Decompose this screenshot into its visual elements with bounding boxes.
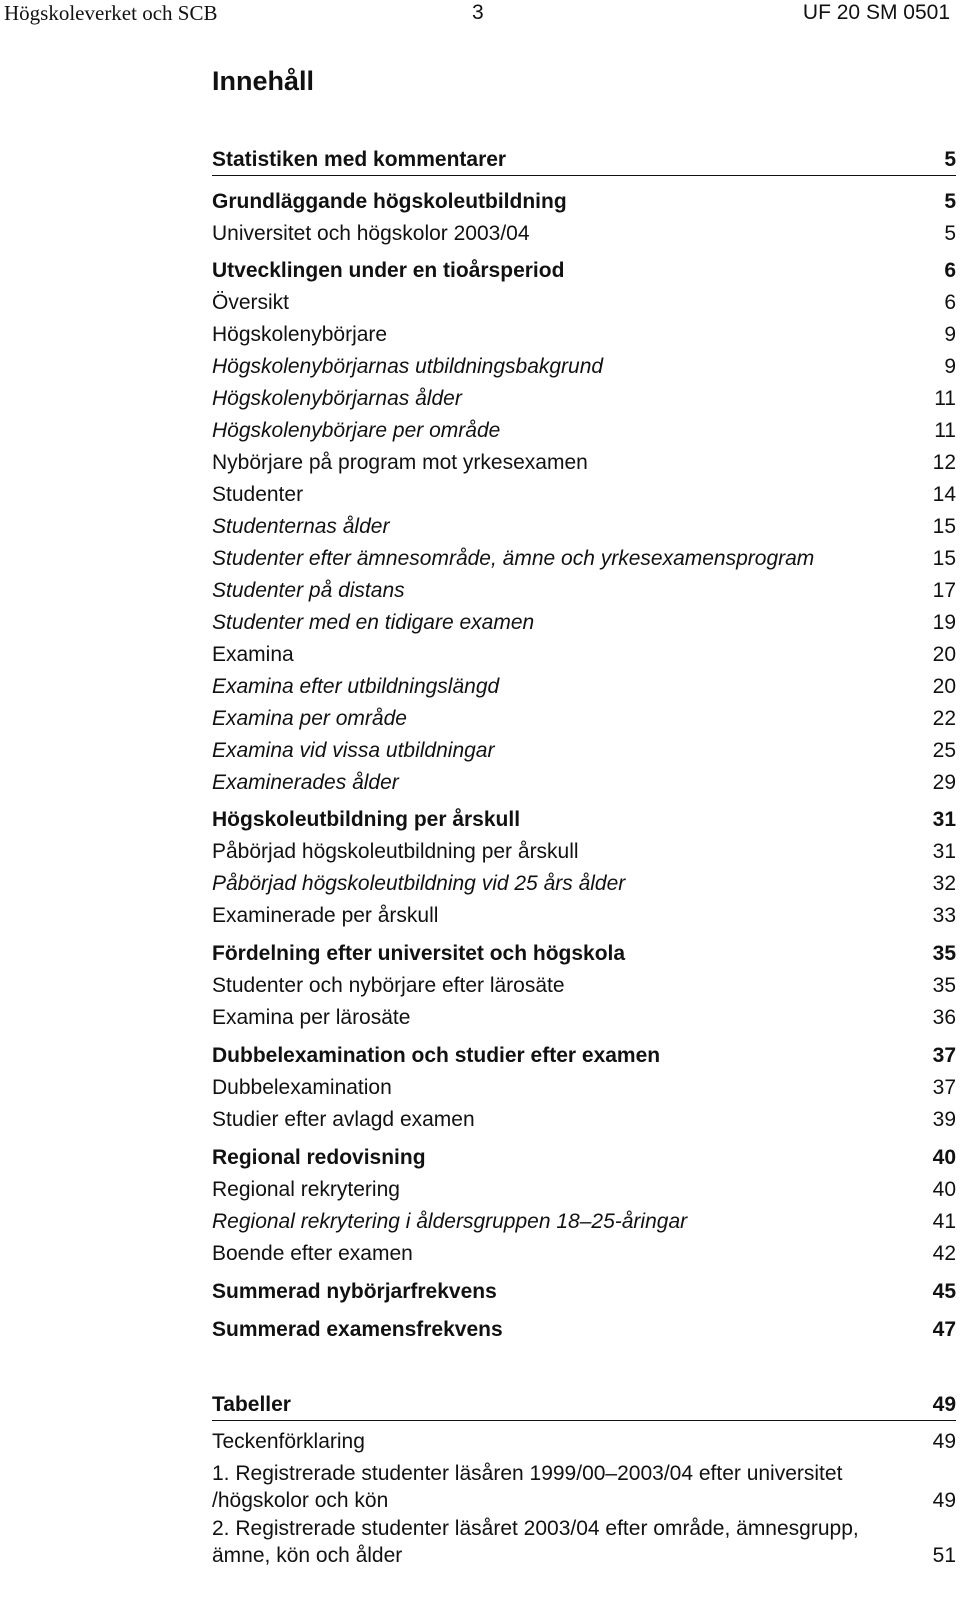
toc-entry-page: 14 bbox=[932, 483, 956, 506]
toc-entry-page: 20 bbox=[932, 643, 956, 666]
toc-entry-page: 29 bbox=[932, 771, 956, 794]
toc-entry-page: 17 bbox=[932, 579, 956, 602]
toc-entry-page: 33 bbox=[932, 904, 956, 927]
toc-entry-page: 47 bbox=[932, 1318, 956, 1341]
toc-entry-label: Grundläggande högskoleutbildning bbox=[212, 190, 567, 213]
toc-entry-label: Dubbelexamination och studier efter examen bbox=[212, 1044, 661, 1067]
toc-entry-page: 9 bbox=[944, 355, 956, 378]
toc-entry-label: Utvecklingen under en tioårsperiod bbox=[212, 259, 565, 282]
toc-entry-page: 19 bbox=[932, 611, 956, 634]
toc-entry-label: Boende efter examen bbox=[212, 1242, 413, 1265]
section-rule bbox=[212, 1420, 956, 1421]
toc-entry-page: 20 bbox=[932, 675, 956, 698]
toc-entry-page: 5 bbox=[944, 222, 956, 245]
toc-entry-page: 31 bbox=[932, 808, 956, 831]
toc-entry-label: Regional redovisning bbox=[212, 1146, 426, 1169]
toc-entry-page: 12 bbox=[932, 451, 956, 474]
page-number: 3 bbox=[472, 1, 484, 24]
toc-entry-label: Examina per lärosäte bbox=[212, 1006, 411, 1029]
toc-entry-label: Studenter bbox=[212, 483, 304, 506]
toc-entry-page: 49 bbox=[932, 1430, 956, 1453]
toc-entry-page: 40 bbox=[932, 1178, 956, 1201]
toc-entry-page: 22 bbox=[932, 707, 956, 730]
toc-entry-page: 6 bbox=[944, 259, 956, 282]
toc-entry-page: 39 bbox=[932, 1108, 956, 1131]
toc-entry-label: Studenternas ålder bbox=[212, 515, 390, 538]
toc-entry-label: 2. Registrerade studenter läsåret 2003/04 efter område, ämnesgrupp, ämne, kön och ålder bbox=[212, 1517, 859, 1567]
section-rule bbox=[212, 175, 956, 176]
page-title: Innehåll bbox=[212, 66, 315, 96]
toc-entry bbox=[212, 1460, 956, 1514]
toc-entry-page: 31 bbox=[932, 840, 956, 863]
toc-entry-page: 32 bbox=[932, 872, 956, 895]
toc-entry-label: Studenter på distans bbox=[212, 579, 405, 602]
toc-entry-page: 36 bbox=[932, 1006, 956, 1029]
toc-entry-label: Dubbelexamination bbox=[212, 1076, 392, 1099]
toc-entry-label: Examina efter utbildningslängd bbox=[212, 675, 500, 698]
toc-entry-label: Regional rekrytering i åldersgruppen 18–25-åringar bbox=[212, 1210, 688, 1233]
toc-entry-label: Högskolenybörjarnas ålder bbox=[212, 387, 462, 410]
toc-entry-page: 5 bbox=[944, 190, 956, 213]
toc-entry-page: 25 bbox=[932, 739, 956, 762]
toc-entry-label: Summerad examensfrekvens bbox=[212, 1318, 503, 1341]
publisher-text: Högskoleverket och SCB bbox=[4, 1, 218, 25]
toc-entry-page: 5 bbox=[944, 148, 956, 171]
toc-entry-label: Tabeller bbox=[212, 1393, 291, 1416]
toc-entry-label: Examinerade per årskull bbox=[212, 904, 439, 927]
toc-entry-label: Studenter och nybörjare efter lärosäte bbox=[212, 974, 565, 997]
toc-entry-label: Studier efter avlagd examen bbox=[212, 1108, 475, 1131]
toc-entry-label: 1. Registrerade studenter läsåren 1999/00–2003/04 efter universitet /högskolor och kön bbox=[212, 1462, 843, 1512]
toc-entry-page: 37 bbox=[932, 1044, 956, 1067]
toc-entry-label: Högskolenybörjare per område bbox=[212, 419, 501, 442]
toc-entry-page: 15 bbox=[932, 547, 956, 570]
toc-entry-label: Regional rekrytering bbox=[212, 1178, 400, 1201]
toc-entry-label: Studenter med en tidigare examen bbox=[212, 611, 535, 634]
toc-entry-label: Påbörjad högskoleutbildning per årskull bbox=[212, 840, 579, 863]
toc-entry-label: Högskoleutbildning per årskull bbox=[212, 808, 521, 831]
toc-entry-label: Nybörjare på program mot yrkesexamen bbox=[212, 451, 588, 474]
toc-entry-label: Studenter efter ämnesområde, ämne och yrkesexamensprogram bbox=[212, 547, 815, 570]
toc-entry-page: 37 bbox=[932, 1076, 956, 1099]
toc-entry-label: Teckenförklaring bbox=[212, 1430, 365, 1453]
toc-entry-label: Universitet och högskolor 2003/04 bbox=[212, 222, 530, 245]
toc-entry-page: 45 bbox=[932, 1280, 956, 1303]
toc-entry bbox=[212, 1515, 956, 1569]
toc-entry-label: Examina vid vissa utbildningar bbox=[212, 739, 495, 762]
toc-entry-page: 9 bbox=[944, 323, 956, 346]
toc-entry-label: Påbörjad högskoleutbildning vid 25 års ålder bbox=[212, 872, 626, 895]
toc-entry-page: 40 bbox=[932, 1146, 956, 1169]
toc-entry-page: 51 bbox=[932, 1544, 956, 1567]
toc-entry-page: 6 bbox=[944, 291, 956, 314]
toc-entry-label: Examinerades ålder bbox=[212, 771, 399, 794]
toc-entry-page: 49 bbox=[932, 1393, 956, 1416]
toc-entry-page: 49 bbox=[932, 1489, 956, 1512]
report-code: UF 20 SM 0501 bbox=[802, 1, 950, 24]
toc-entry-page: 35 bbox=[932, 942, 956, 965]
toc-entry-label: Statistiken med kommentarer bbox=[212, 148, 507, 171]
toc-entry-page: 11 bbox=[934, 419, 956, 442]
toc-entry-label: Summerad nybörjarfrekvens bbox=[212, 1280, 497, 1303]
toc-entry-label: Högskolenybörjare bbox=[212, 323, 388, 346]
toc-entry-page: 11 bbox=[934, 387, 956, 410]
toc-entry-label: Högskolenybörjarnas utbildningsbakgrund bbox=[212, 355, 604, 378]
toc-entry-page: 15 bbox=[932, 515, 956, 538]
toc-entry-label: Översikt bbox=[212, 291, 290, 314]
toc-entry-label: Examina bbox=[212, 643, 294, 666]
toc-entry-label: Fördelning efter universitet och högskola bbox=[212, 942, 626, 965]
toc-entry-label: Examina per område bbox=[212, 707, 407, 730]
toc-entry-page: 35 bbox=[932, 974, 956, 997]
page-header bbox=[0, 0, 960, 30]
toc-entry-page: 42 bbox=[932, 1242, 956, 1265]
toc-entry-page: 41 bbox=[932, 1210, 956, 1233]
